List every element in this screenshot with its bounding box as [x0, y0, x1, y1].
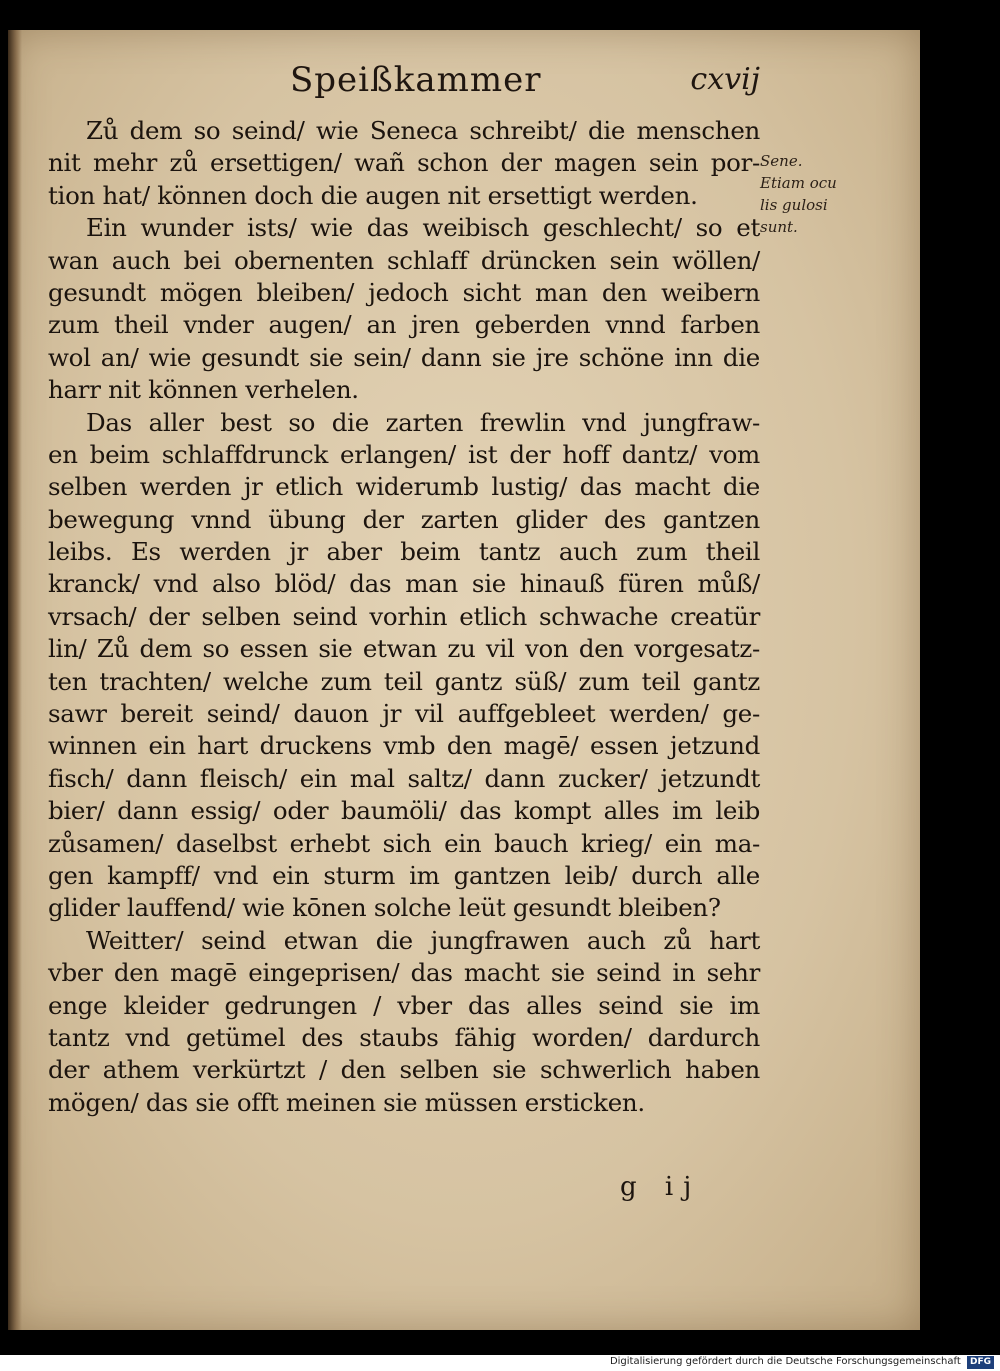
paragraph-3: [48, 407, 760, 925]
signature-mark: g ij: [620, 1172, 702, 1202]
text-line: tion hat/ können doch die augen nit ersettigt werden.: [48, 180, 698, 210]
paragraph-4: [48, 925, 760, 1119]
text-line: vrsach/ der selben seind vorhin etlich schwache creatür: [48, 601, 760, 631]
text-line: en beim schlaffdrunck erlangen/ ist der hoff dantz/ vom: [48, 439, 760, 469]
footer-bar: [0, 1355, 1000, 1371]
running-title: Speißkammer: [290, 60, 542, 100]
dfg-logo: DFG: [967, 1356, 994, 1369]
text-line: vber den magē eingeprisen/ das macht sie seind in sehr: [48, 958, 760, 988]
text-line: Das aller best so die zarten frewlin vnd jungfraw-: [86, 407, 760, 437]
footer-credit: [610, 1356, 994, 1369]
text-line: kranck/ vnd also blöd/ das man sie hinauß füren můß/: [48, 569, 760, 599]
text-line: winnen ein hart druckens vmb den magē/ essen jetzund: [48, 731, 760, 761]
main-text-block: [48, 115, 760, 1119]
text-line: sawr bereit seind/ dauon jr vil auffgebleet werden/ ge-: [48, 699, 760, 729]
text-line: enge kleider gedrungen / vber das alles seind sie im: [48, 990, 760, 1020]
text-line: leibs. Es werden jr aber beim tantz auch zum theil: [48, 537, 760, 567]
text-line: mögen/ das sie offt meinen sie müssen ersticken.: [48, 1087, 645, 1117]
footer-credit-text: Digitalisierung gefördert durch die Deutsche Forschungsgemeinschaft: [609, 1356, 961, 1367]
text-line: selben werden jr etlich widerumb lustig/ das macht die: [48, 472, 760, 502]
text-line: tantz vnd getümel des staubs fähig worden/ dardurch: [48, 1022, 760, 1052]
text-line: glider lauffend/ wie kōnen solche leüt gesundt bleiben?: [48, 893, 721, 923]
text-line: der athem verkürtzt / den selben sie schwerlich haben: [48, 1055, 760, 1085]
paragraph-1: [48, 115, 760, 212]
page-gutter-shadow: [8, 30, 22, 1330]
text-line: fisch/ dann fleisch/ ein mal saltz/ dann zucker/ jetzundt: [48, 763, 760, 793]
page-header: [290, 60, 760, 104]
text-line: ten trachten/ welche zum teil gantz süß/ zum teil gantz: [48, 666, 760, 696]
marginal-note-line: Sene.: [760, 152, 803, 170]
marginal-notes: [760, 150, 860, 238]
text-line: bier/ dann essig/ oder baumöli/ das kompt alles im leib: [48, 796, 760, 826]
text-line: gen kampff/ vnd ein sturm im gantzen leib/ durch alle: [48, 860, 760, 890]
text-line: zum theil vnder augen/ an jren geberden vnnd farben: [48, 310, 760, 340]
folio-number: cxvij: [690, 62, 760, 97]
marginal-note-line: lis gulosi: [760, 196, 828, 214]
text-line: wol an/ wie gesundt sie sein/ dann sie jre schöne inn die: [48, 342, 760, 372]
text-line: nit mehr zů ersettigen/ wañ schon der magen sein por-: [48, 148, 760, 178]
text-line: Ein wunder ists/ wie das weibisch geschlecht/ so et: [86, 213, 760, 243]
marginal-note-line: Etiam ocu: [760, 174, 837, 192]
text-line: Weitter/ seind etwan die jungfrawen auch zů hart: [86, 925, 760, 955]
text-line: zůsamen/ daselbst erhebt sich ein bauch krieg/ ein ma-: [48, 828, 760, 858]
text-line: lin/ Zů dem so essen sie etwan zu vil von den vorgesatz-: [48, 634, 760, 664]
marginal-note-line: sunt.: [760, 218, 798, 236]
paragraph-2: [48, 212, 760, 406]
text-line: harr nit können verhelen.: [48, 375, 359, 405]
text-line: wan auch bei obernenten schlaff drüncken sein wöllen/: [48, 245, 760, 275]
text-line: bewegung vnnd übung der zarten glider des gantzen: [48, 504, 760, 534]
text-line: gesundt mögen bleiben/ jedoch sicht man den weibern: [48, 277, 760, 307]
text-line: Zů dem so seind/ wie Seneca schreibt/ die menschen: [86, 116, 760, 145]
